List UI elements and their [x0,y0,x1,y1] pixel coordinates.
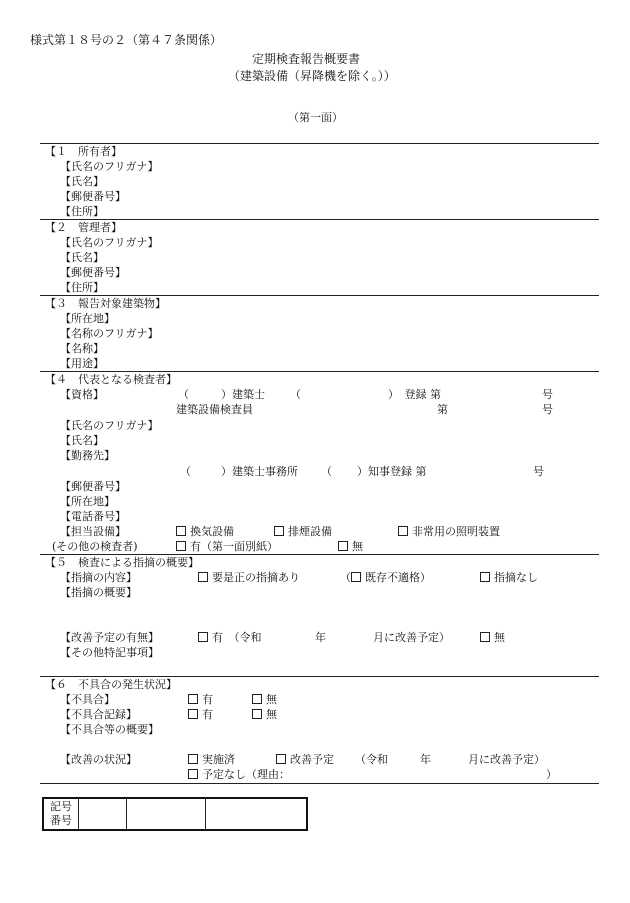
checkbox[interactable] [480,572,490,582]
checkbox[interactable] [188,754,198,764]
workplace-label: 【勤務先】 [60,449,115,462]
defect-yes-option[interactable] [188,694,213,705]
checkbox[interactable] [176,541,186,551]
yes-separate-sheet-label: 有（第一面別紙） [190,540,278,553]
responsible-equipment-label: 【担当設備】 [60,525,126,538]
building-name-furigana-label: 【名称のフリガナ】 [60,327,159,340]
paren-open: （ [178,388,189,401]
paren-open: （ [340,571,351,584]
emergency-lighting-label: 非常用の照明装置 [412,525,500,538]
dai-prefix: 第 [437,403,448,416]
reiwa-label: （令和 [355,753,388,766]
no-label: 無 [266,693,277,706]
close-paren: ） [546,768,557,781]
other-inspectors-label: (その他の検査者) [52,540,138,553]
checkbox[interactable] [252,709,262,719]
smoke-exhaust-checkbox-option[interactable] [274,526,332,537]
checkbox[interactable] [338,541,348,551]
implemented-option[interactable] [188,754,235,765]
inspector-phone-label: 【電話番号】 [60,510,126,523]
checkbox[interactable] [198,572,208,582]
architect-label: ）建築士 [221,388,265,401]
improvement-plan-label: 【改善予定の有無】 [60,631,159,644]
paren-open: （ [321,465,332,478]
no-findings-label: 指摘なし [494,571,538,584]
qualification-label: 【資格】 [60,388,104,401]
month-plan-label: 月に改善予定） [373,631,450,644]
architect-office-label: ）建築士事務所 [221,465,298,478]
findings-content-label: 【指摘の内容】 [60,571,137,584]
symbol-number-cell[interactable] [127,798,206,830]
defect-summary-label: 【不具合等の概要】 [60,723,159,736]
symbol-number-table [42,797,308,831]
symbol-number-cell[interactable] [206,798,308,830]
other-notes-label: 【その他特記事項】 [60,646,159,659]
not-planned-option[interactable] [188,769,290,780]
defect-record-label: 【不具合記録】 [60,708,137,721]
defect-label: 【不具合】 [60,693,115,706]
divider [40,295,599,296]
improvement-yes-option[interactable] [198,632,262,643]
owner-name-label: 【氏名】 [60,175,104,188]
symbol-number-label-cell [43,798,79,830]
divider [40,676,599,677]
go-suffix: 号 [542,403,553,416]
go-suffix: 号 [542,388,553,401]
section-4-heading: 【４ 代表となる検査者】 [45,373,177,386]
building-use-label: 【用途】 [60,357,104,370]
existing-nonconforming-option[interactable] [340,572,431,583]
findings-summary-label: 【指摘の概要】 [60,586,137,599]
defect-no-option[interactable] [252,694,277,705]
checkbox[interactable] [276,754,286,764]
other-inspectors-no-option[interactable] [338,541,363,552]
smoke-exhaust-label: 排煙設備 [288,525,332,538]
checkbox[interactable] [188,694,198,704]
divider [40,554,599,555]
symbol-label: 記号 [50,800,72,813]
owner-furigana-label: 【氏名のフリガナ】 [60,160,159,173]
divider [40,783,599,784]
no-label: 無 [266,708,277,721]
ventilation-label: 換気設備 [190,525,234,538]
planned-label: 改善予定 [290,753,334,766]
paren-open: （ [290,388,301,401]
ventilation-checkbox-option[interactable] [176,526,234,537]
page-number: （第一面） [288,111,343,124]
document-title: 定期検査報告概要書 [252,52,361,66]
yes-reiwa-label: 有 （令和 [212,631,262,644]
divider [40,219,599,220]
checkbox[interactable] [188,709,198,719]
checkbox[interactable] [176,526,186,536]
inspector-postal-label: 【郵便番号】 [60,480,126,493]
no-findings-option[interactable] [480,572,538,583]
improvement-no-option[interactable] [480,632,505,643]
go-suffix: 号 [533,465,544,478]
manager-address-label: 【住所】 [60,281,104,294]
month-plan-label: 月に改善予定） [468,753,545,766]
equipment-inspector-label: 建築設備検査員 [176,403,253,416]
registration-no-label: ） 登録 第 [388,388,441,401]
number-label: 番号 [50,814,72,827]
manager-postal-label: 【郵便番号】 [60,266,126,279]
needs-correction-label: 要是正の指摘あり [212,571,300,584]
yes-label: 有 [202,693,213,706]
form-number: 様式第１８号の２（第４７条関係） [30,33,223,47]
checkbox[interactable] [198,632,208,642]
section-2-heading: 【２ 管理者】 [45,221,122,234]
inspector-furigana-label: 【氏名のフリガナ】 [60,419,159,432]
divider [40,143,599,144]
year-label: 年 [420,753,431,766]
divider [40,371,599,372]
section-1-heading: 【１ 所有者】 [45,145,122,158]
building-name-label: 【名称】 [60,342,104,355]
defect-record-no-option[interactable] [252,709,277,720]
checkbox[interactable] [188,769,198,779]
emergency-lighting-checkbox-option[interactable] [398,526,500,537]
checkbox[interactable] [351,572,361,582]
inspector-address-label: 【所在地】 [60,495,115,508]
implemented-label: 実施済 [202,753,235,766]
inspector-name-label: 【氏名】 [60,434,104,447]
checkbox[interactable] [398,526,408,536]
owner-postal-label: 【郵便番号】 [60,190,126,203]
governor-registration-label: ）知事登録 第 [357,465,427,478]
section-6-heading: 【６ 不具合の発生状況】 [45,678,177,691]
section-5-heading: 【５ 検査による指摘の概要】 [45,556,199,569]
existing-nonconforming-label: 既存不適格） [365,571,431,584]
manager-furigana-label: 【氏名のフリガナ】 [60,236,159,249]
building-location-label: 【所在地】 [60,312,115,325]
other-inspectors-yes-option[interactable] [176,541,278,552]
section-3-heading: 【３ 報告対象建築物】 [45,297,166,310]
checkbox[interactable] [252,694,262,704]
symbol-number-cell[interactable] [79,798,127,830]
year-label: 年 [315,631,326,644]
defect-record-yes-option[interactable] [188,709,213,720]
needs-correction-option[interactable] [198,572,300,583]
table-row [43,798,307,830]
none-label: 無 [352,540,363,553]
checkbox[interactable] [274,526,284,536]
document-subtitle: （建築設備（昇降機を除く。）） [228,69,396,83]
not-planned-label: 予定なし（理由： [202,768,290,781]
manager-name-label: 【氏名】 [60,251,104,264]
owner-address-label: 【住所】 [60,205,104,218]
improvement-status-label: 【改善の状況】 [60,753,137,766]
yes-label: 有 [202,708,213,721]
planned-option[interactable] [276,754,334,765]
checkbox[interactable] [480,632,490,642]
paren-open: （ [180,465,191,478]
none-label: 無 [494,631,505,644]
